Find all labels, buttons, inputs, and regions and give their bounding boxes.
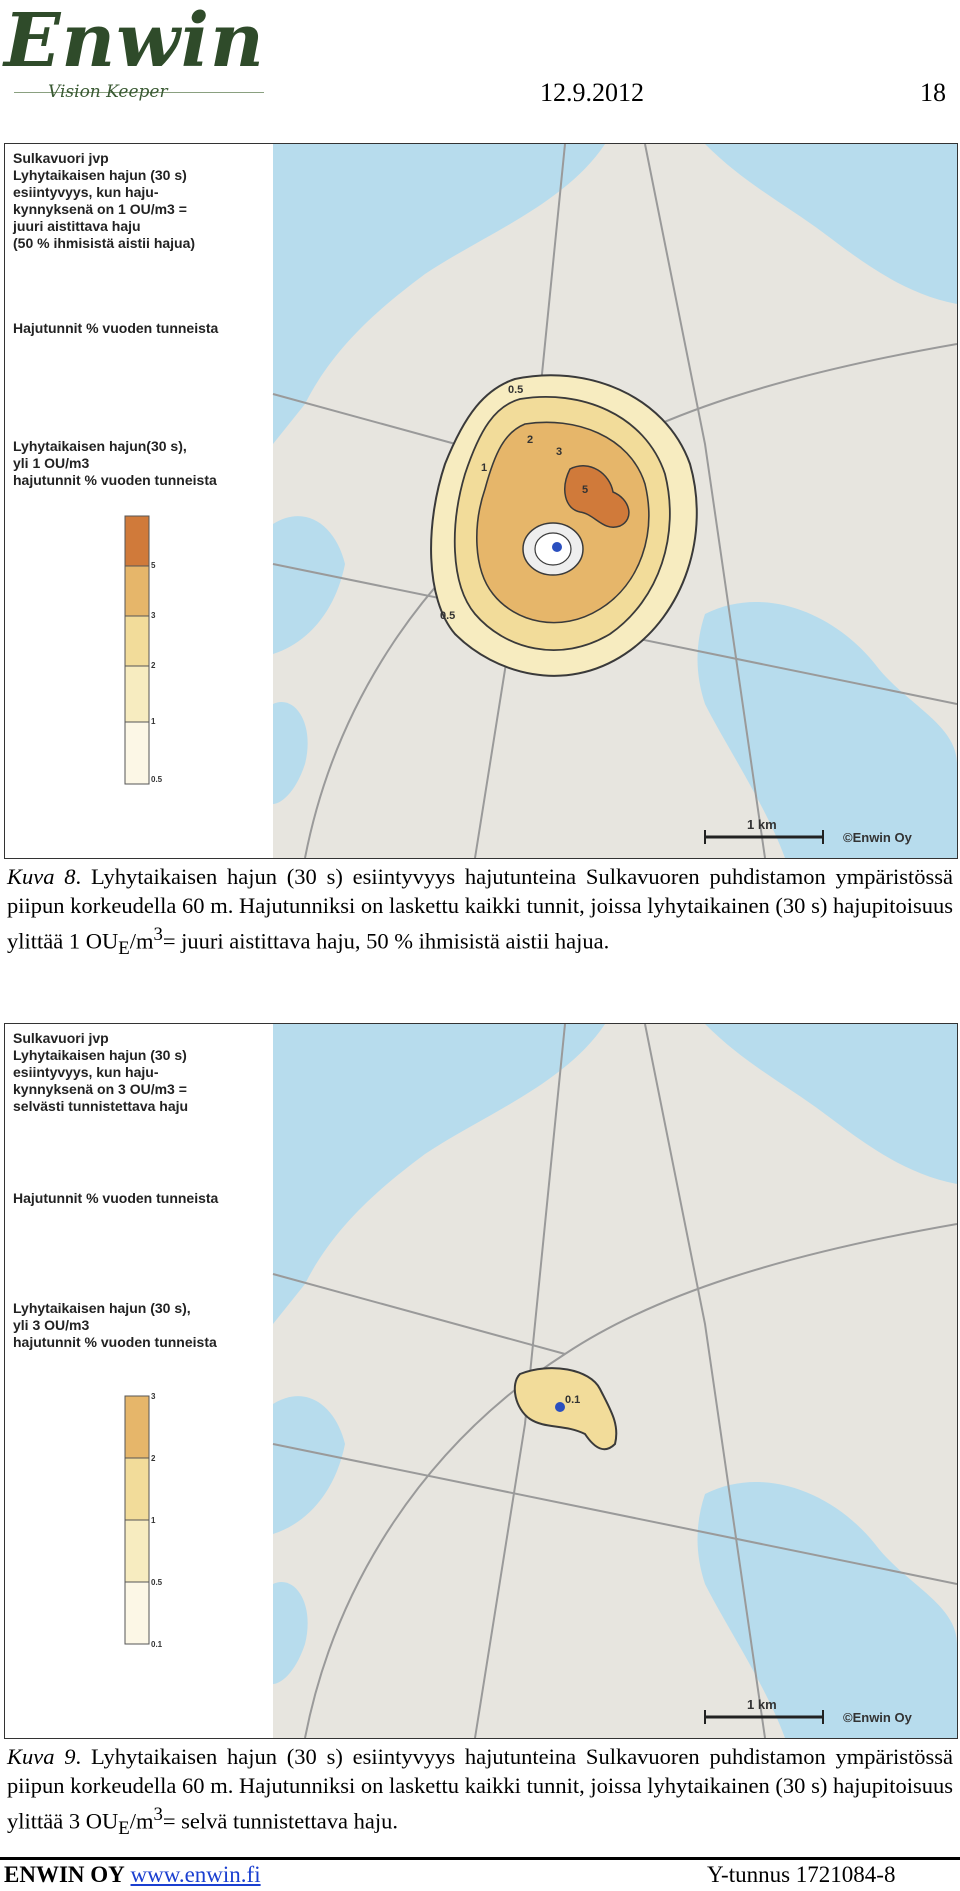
map-copyright: ©Enwin Oy <box>843 1710 912 1725</box>
contour-label: 0.5 <box>508 384 524 396</box>
contour-label: 2 <box>527 434 534 446</box>
logo-tagline: Vision Keeper <box>48 82 168 102</box>
caption-text-end: = juuri aistittava haju, 50 % ihmisistä aistii hajua. <box>162 928 610 954</box>
colour-scale <box>125 1396 149 1644</box>
odour-map-figure-2 <box>4 1023 958 1739</box>
caption-subscript: E <box>118 938 130 959</box>
caption-text: . Lyhytaikaisen hajun (30 s) esiintyvyys hajutunteina Sulkavuoren puhdistamon ympäristössä piipun korkeudella 60 m. Hajutunniksi on laskettu kaikki tunnit, joissa lyhytaikainen (30 s) hajupitoisuus ylittää 3 OU <box>7 1744 953 1834</box>
map-copyright: ©Enwin Oy <box>843 830 912 845</box>
scalebar-label: 1 km <box>747 1697 777 1712</box>
caption-text: . Lyhytaikaisen hajun (30 s) esiintyvyys hajutunteina Sulkavuoren puhdistamon ympäristössä piipun korkeudella 60 m. Hajutunniksi on laskettu kaikki tunnit, joissa lyhytaikainen (30 s) hajupitoisuus ylittää 1 OU <box>7 864 953 954</box>
scale-label: 1 <box>151 1516 156 1525</box>
contour-label: 0.1 <box>565 1394 581 1406</box>
caption-text-end: = selvä tunnistettava haju. <box>162 1808 398 1834</box>
legend-units: Hajutunnit % vuoden tunneista <box>13 320 219 336</box>
scale-label: 0.1 <box>151 1640 163 1649</box>
caption-superscript: 3 <box>153 924 163 945</box>
caption-label: Kuva 8 <box>7 864 76 889</box>
page-number: 18 <box>920 78 946 107</box>
legend-units: Hajutunnit % vuoden tunneista <box>13 1190 219 1206</box>
scale-label: 3 <box>151 611 156 620</box>
footer-rule <box>0 1857 960 1860</box>
caption-superscript: 3 <box>153 1804 163 1825</box>
caption-unit: /m <box>129 928 154 954</box>
map-2 <box>5 1024 957 1738</box>
caption-subscript: E <box>118 1818 130 1839</box>
scalebar-label: 1 km <box>747 817 777 832</box>
figure-caption-2 <box>7 1742 953 1843</box>
contour-label: 3 <box>556 446 563 458</box>
enwin-logo <box>4 0 274 104</box>
legend-title: Sulkavuori jvp Lyhytaikaisen hajun (30 s) esiintyvyys, kun haju- kynnyksenä on 3 OU/m3 = selvästi tunnistettava haju <box>13 1030 189 1114</box>
header-date: 12.9.2012 <box>540 78 644 107</box>
scale-label: 0.5 <box>151 775 163 784</box>
business-id: Y-tunnus 1721084-8 <box>707 1862 896 1887</box>
legend-subtitle: Lyhytaikaisen hajun(30 s), yli 1 OU/m3 hajutunnit % vuoden tunneista <box>13 438 217 488</box>
scale-label: 1 <box>151 717 156 726</box>
contour-label: 5 <box>582 484 589 496</box>
footer-company <box>4 1862 261 1888</box>
caption-unit: /m <box>129 1808 154 1834</box>
scale-label: 0.5 <box>151 1578 163 1587</box>
scale-label: 2 <box>151 1454 156 1463</box>
scale-label: 2 <box>151 661 156 670</box>
legend-title: Sulkavuori jvp Lyhytaikaisen hajun (30 s) esiintyvyys, kun haju- kynnyksenä on 1 OU/m3 = juuri aistittava haju (50 % ihmisistä aistii hajua) <box>13 150 196 251</box>
company-name: ENWIN OY <box>4 1862 125 1887</box>
odour-map-figure-1 <box>4 143 958 859</box>
contour-label: 0.5 <box>440 610 456 622</box>
colour-scale <box>125 516 149 784</box>
logo-wordmark: Enwin <box>4 0 265 84</box>
scale-label: 5 <box>151 561 156 570</box>
legend-subtitle: Lyhytaikaisen hajun (30 s), yli 3 OU/m3 hajutunnit % vuoden tunneista <box>13 1300 217 1350</box>
website-link[interactable]: www.enwin.fi <box>130 1862 261 1887</box>
scale-label: 3 <box>151 1392 156 1401</box>
caption-label: Kuva 9 <box>7 1744 76 1769</box>
contour-label: 1 <box>481 462 488 474</box>
figure-caption-1 <box>7 862 953 963</box>
